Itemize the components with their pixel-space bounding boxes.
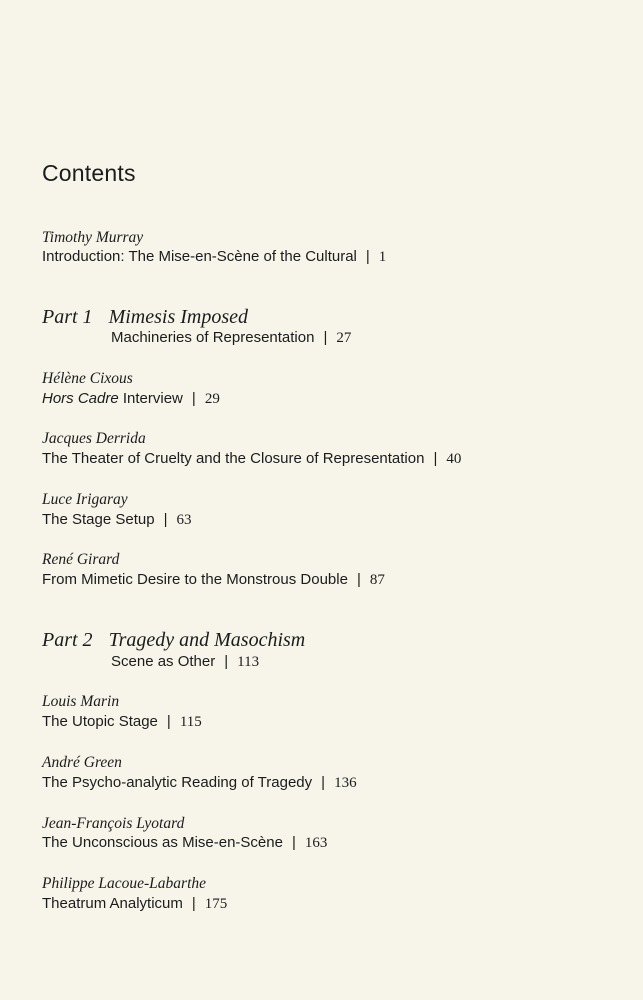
part-subtitle: Scene as Other <box>111 653 216 670</box>
page-number: 115 <box>179 714 202 730</box>
entry-title: Theatrum Analyticum <box>42 895 183 912</box>
entry-author: Timothy Murray <box>42 229 144 246</box>
separator: | <box>323 329 328 346</box>
entry-title-line <box>42 511 192 529</box>
part-subtitle-line <box>111 653 259 671</box>
entry-title-line <box>42 895 227 913</box>
page-number: 1 <box>378 249 387 265</box>
separator: | <box>166 713 171 730</box>
entry-title: The Stage Setup <box>42 511 155 528</box>
separator: | <box>321 774 326 791</box>
separator: | <box>191 895 196 912</box>
part-name: Mimesis Imposed <box>108 306 248 328</box>
entry-title: The Unconscious as Mise-en-Scène <box>42 834 283 851</box>
entry-author: André Green <box>42 754 122 771</box>
separator: | <box>356 571 361 588</box>
page-number: 87 <box>369 572 385 588</box>
part-label: Part 2 <box>42 629 93 651</box>
separator: | <box>365 248 370 265</box>
separator: | <box>163 511 168 528</box>
entry-title-line <box>42 390 220 408</box>
page-number: 29 <box>204 391 220 407</box>
part-heading <box>42 306 248 329</box>
entry-title-line <box>42 450 461 468</box>
entry-title-italic: Hors Cadre <box>42 390 119 407</box>
entry-author: René Girard <box>42 551 120 568</box>
entry-author: Jean-François Lyotard <box>42 815 185 832</box>
entry-author: Philippe Lacoue-Labarthe <box>42 875 207 892</box>
separator: | <box>224 653 229 670</box>
separator: | <box>191 390 196 407</box>
page-number: 163 <box>304 835 328 851</box>
entry-title-line <box>42 774 357 792</box>
page-number: 175 <box>204 896 228 912</box>
page-number: 136 <box>334 775 357 791</box>
entry-author: Louis Marin <box>42 693 120 710</box>
entry-title: The Utopic Stage <box>42 713 158 730</box>
entry-author: Jacques Derrida <box>42 430 146 447</box>
entry-title-line <box>42 571 385 589</box>
part-subtitle: Machineries of Representation <box>111 329 315 346</box>
page-title: Contents <box>42 160 136 186</box>
page-number: 113 <box>237 654 260 670</box>
entry-author: Hélène Cixous <box>42 370 133 387</box>
entry-author: Luce Irigaray <box>42 491 128 508</box>
separator: | <box>291 834 296 851</box>
part-label: Part 1 <box>42 306 93 328</box>
page-number: 40 <box>446 451 462 467</box>
entry-title: The Psycho-analytic Reading of Tragedy <box>42 774 313 791</box>
entry-title-line <box>42 834 327 852</box>
entry-title: From Mimetic Desire to the Monstrous Double <box>42 571 348 588</box>
part-name: Tragedy and Masochism <box>108 629 306 651</box>
separator: | <box>433 450 438 467</box>
entry-title: The Theater of Cruelty and the Closure of Representation <box>42 450 425 467</box>
entry-title: Introduction: The Mise-en-Scène of the Cultural <box>42 248 357 265</box>
entry-title-line <box>42 713 202 731</box>
entry-title: Interview <box>118 390 183 407</box>
part-heading <box>42 629 305 652</box>
entry-title-line <box>42 248 386 266</box>
part-subtitle-line <box>111 329 351 347</box>
page-number: 27 <box>336 330 352 346</box>
page-number: 63 <box>176 512 192 528</box>
